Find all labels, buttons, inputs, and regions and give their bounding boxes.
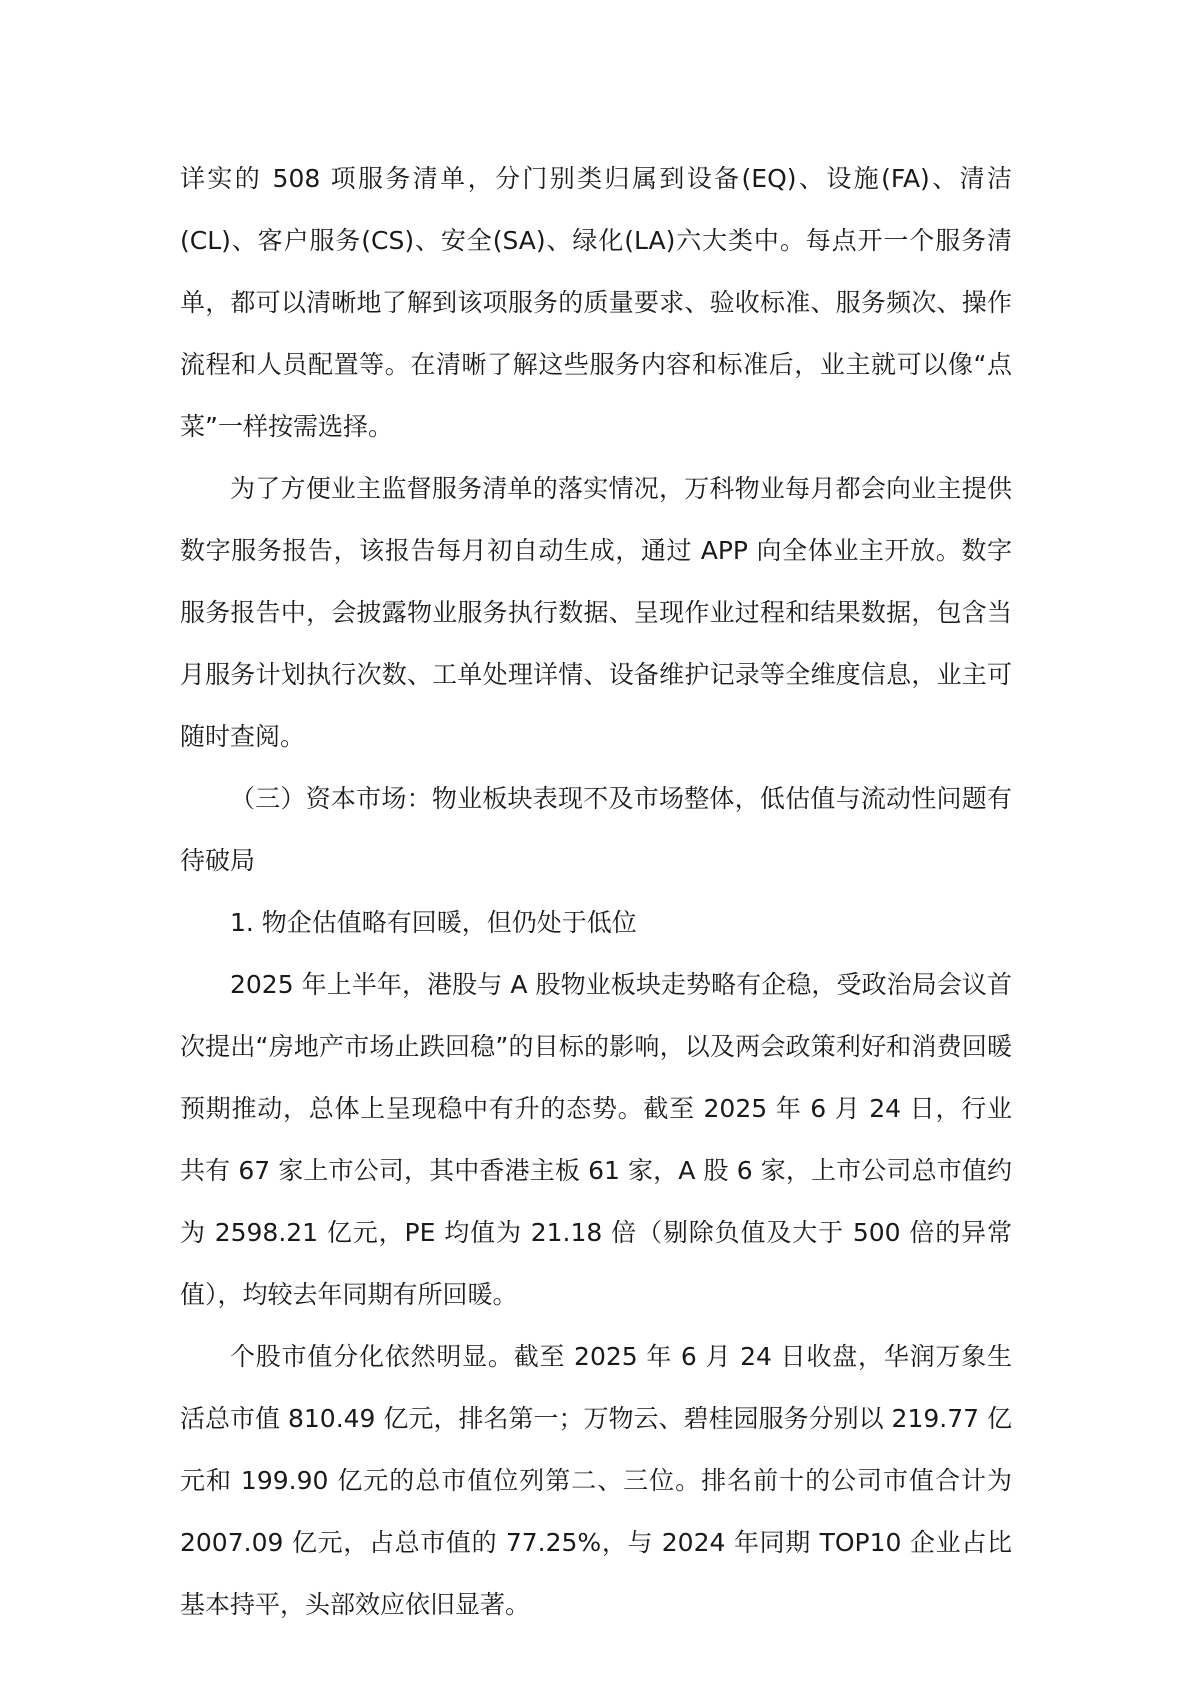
paragraph-service-list: 详实的 508 项服务清单，分门别类归属到设备(EQ)、设施(FA)、清洁(CL)、客户服务(CS)、安全(SA)、绿化(LA)六大类中。每点开一个服务清单，都可以清晰地了解到该项服务的质量要求、验收标准、服务频次、操作流程和人员配置等。在清晰了解这些服务内容和标准后，业主就可以像“点菜”一样按需选择。 [180,164,1012,441]
paragraph-market-cap-divergence: 个股市值分化依然明显。截至 2025 年 6 月 24 日收盘，华润万象生活总市值 810.49 亿元，排名第一；万物云、碧桂园服务分别以 219.77 亿元和 199.90 亿元的总市值位列第二、三位。排名前十的公司市值合计为 2007.09 亿元，占总市值的 77.25%，与 2024 年同期 TOP10 企业占比基本持平，头部效应依旧显著。 [180,1342,1012,1619]
section-heading-capital-market: （三）资本市场：物业板块表现不及市场整体，低估值与流动性问题有待破局 [180,784,1012,875]
paragraph-market-overview: 2025 年上半年，港股与 A 股物业板块走势略有企稳，受政治局会议首次提出“房地产市场止跌回稳”的目标的影响，以及两会政策利好和消费回暖预期推动，总体上呈现稳中有升的态势。截至 2025 年 6 月 24 日，行业共有 67 家上市公司，其中香港主板 61 家，A 股 6 家，上市公司总市值约为 2598.21 亿元，PE 均值为 21.18 倍（剔除负值及大于 500 倍的异常值），均较去年同期有所回暖。 [180,970,1012,1309]
paragraph-digital-report: 为了方便业主监督服务清单的落实情况，万科物业每月都会向业主提供数字服务报告，该报告每月初自动生成，通过 APP 向全体业主开放。数字服务报告中，会披露物业服务执行数据、呈现作业过程和结果数据，包含当月服务计划执行次数、工单处理详情、设备维护记录等全维度信息，业主可随时查阅。 [180,474,1012,751]
subsection-heading-valuation: 1. 物企估值略有回暖，但仍处于低位 [230,908,637,937]
document-body [180,148,1012,1636]
